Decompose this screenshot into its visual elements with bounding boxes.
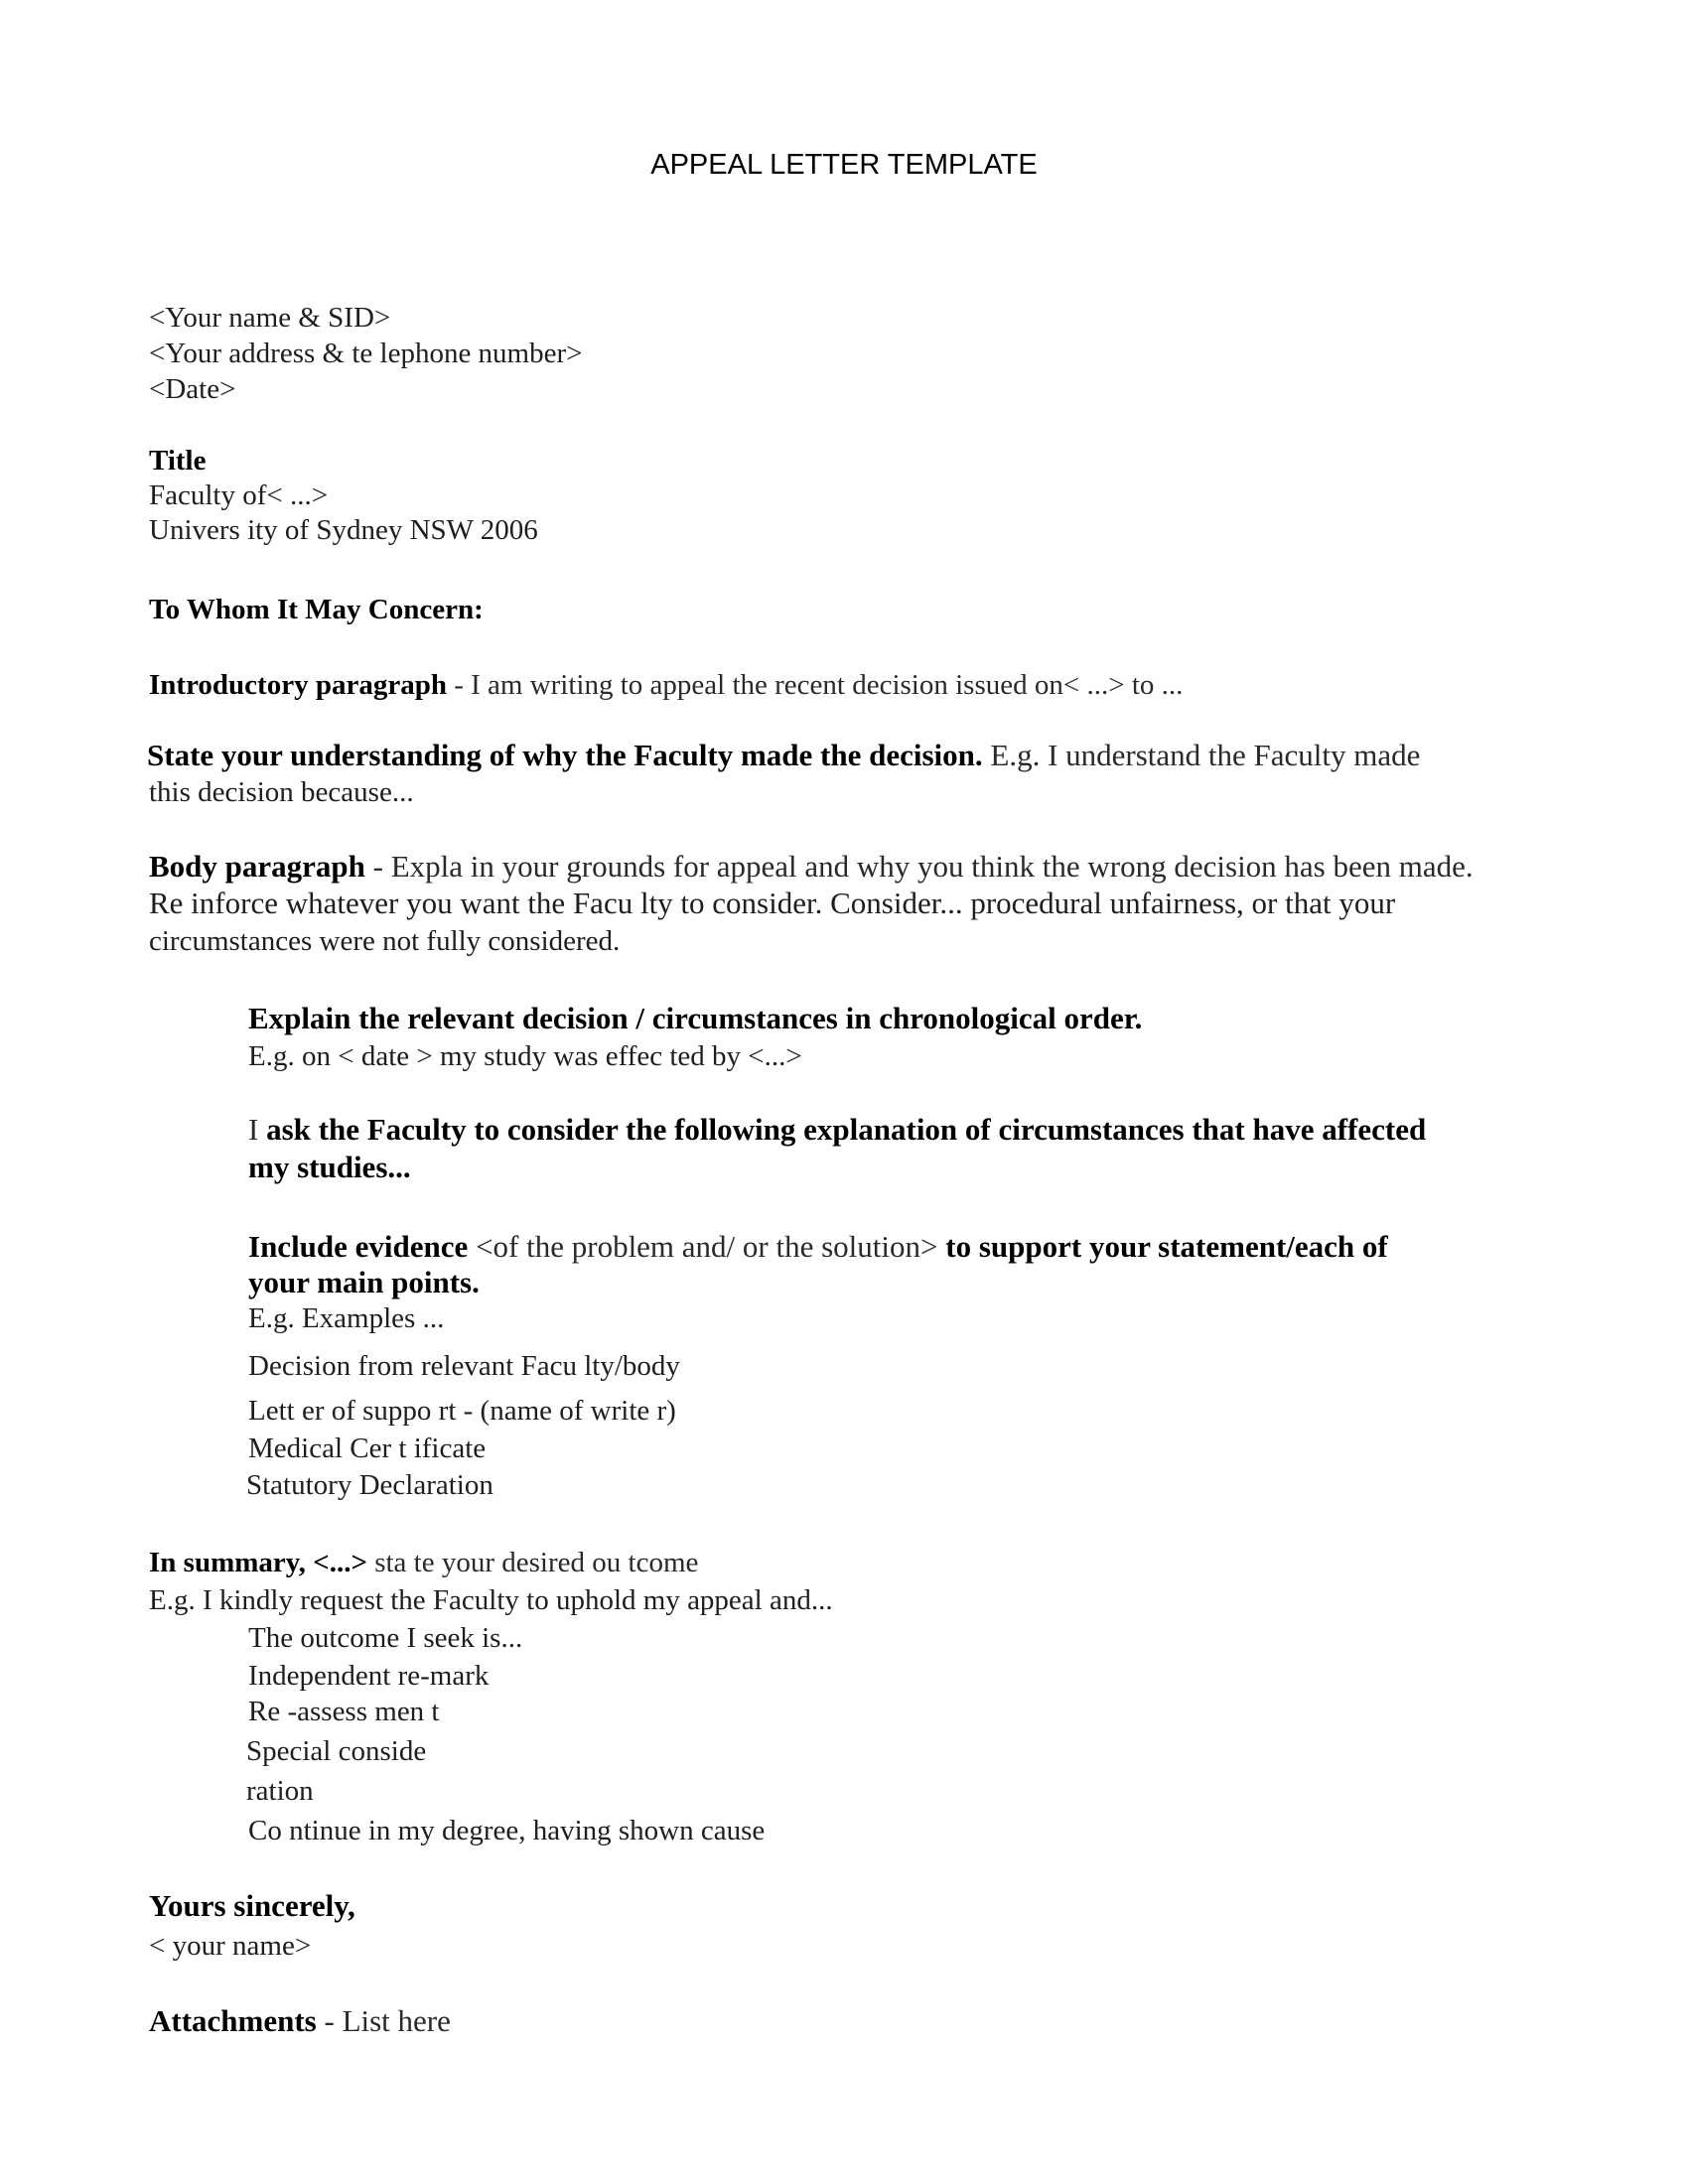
outcome-item: Re -assess men t bbox=[248, 1696, 440, 1727]
evidence-examples-intro: E.g. Examples ... bbox=[248, 1302, 445, 1334]
outcome-item: Independent re-mark bbox=[248, 1660, 490, 1692]
summary-request: E.g. I kindly request the Faculty to uphold my appeal and... bbox=[149, 1584, 833, 1616]
ask-lead: I bbox=[248, 1112, 259, 1147]
body-text-1: - Expla in your grounds for appeal and why you think the wrong decision has been made. bbox=[364, 849, 1474, 884]
body-line-3: circumstances were not fully considered. bbox=[149, 925, 621, 957]
outcome-intro: The outcome I seek is... bbox=[248, 1622, 523, 1654]
attachments-text: - List here bbox=[316, 2003, 451, 2038]
attachments-label: Attachments bbox=[149, 2003, 317, 2038]
sender-name-sid: <Your name & SID> bbox=[149, 302, 391, 334]
summary-text: sta te your desired ou tcome bbox=[366, 1547, 699, 1578]
intro-text: - I am writing to appeal the recent decision issued on< ...> to ... bbox=[446, 669, 1184, 701]
evidence-line-2: your main points. bbox=[248, 1265, 480, 1299]
evidence-item: Medical Cer t ificate bbox=[248, 1433, 487, 1464]
intro-paragraph bbox=[149, 667, 1183, 703]
outcome-item: ration bbox=[246, 1775, 314, 1807]
salutation: To Whom It May Concern: bbox=[149, 594, 484, 625]
ask-text: ask the Faculty to consider the following explanation of circumstances that have affected bbox=[258, 1112, 1427, 1147]
sender-date: <Date> bbox=[149, 373, 236, 405]
evidence-item: Lett er of suppo rt - (name of write r) bbox=[248, 1395, 676, 1427]
evidence-item: Statutory Declaration bbox=[246, 1469, 493, 1501]
ask-line-1 bbox=[248, 1112, 1426, 1148]
body-line-1 bbox=[149, 849, 1474, 885]
chronological-example: E.g. on < date > my study was effec ted by <...> bbox=[248, 1040, 802, 1072]
summary-label: In summary, <...> bbox=[149, 1547, 367, 1578]
evidence-label-end: to support your statement/each of bbox=[937, 1229, 1388, 1264]
closing-signoff: Yours sincerely, bbox=[149, 1888, 355, 1923]
body-line-2: Re inforce whatever you want the Facu lty to consider. Consider... procedural unfairness, or that your bbox=[149, 886, 1396, 920]
chronological-label: Explain the relevant decision / circumstances in chronological order. bbox=[248, 1001, 1143, 1035]
intro-label: Introductory paragraph bbox=[149, 669, 447, 701]
understanding-line-2: this decision because... bbox=[149, 776, 414, 808]
page-title: APPEAL LETTER TEMPLATE bbox=[650, 149, 1038, 181]
outcome-item: Co ntinue in my degree, having shown cause bbox=[248, 1815, 766, 1846]
attachments-line bbox=[149, 2003, 451, 2039]
closing-name: < your name> bbox=[149, 1930, 312, 1962]
recipient-title: Title bbox=[149, 445, 207, 477]
ask-line-2: my studies... bbox=[248, 1150, 411, 1184]
understanding-line-1 bbox=[147, 738, 1420, 773]
understanding-label: State your understanding of why the Faculty made the decision. bbox=[147, 738, 983, 772]
outcome-item: Special conside bbox=[246, 1735, 427, 1767]
summary-line bbox=[149, 1545, 698, 1580]
recipient-university: Univers ity of Sydney NSW 2006 bbox=[149, 514, 538, 546]
recipient-faculty: Faculty of< ...> bbox=[149, 479, 329, 511]
evidence-label: Include evidence bbox=[248, 1229, 469, 1264]
body-label: Body paragraph bbox=[149, 849, 365, 884]
evidence-middle: <of the problem and/ or the solution> bbox=[468, 1229, 938, 1264]
understanding-text: E.g. I understand the Faculty made bbox=[982, 738, 1421, 772]
evidence-line-1 bbox=[248, 1229, 1388, 1265]
sender-address-phone: <Your address & te lephone number> bbox=[149, 338, 583, 369]
evidence-item: Decision from relevant Facu lty/body bbox=[248, 1350, 680, 1382]
